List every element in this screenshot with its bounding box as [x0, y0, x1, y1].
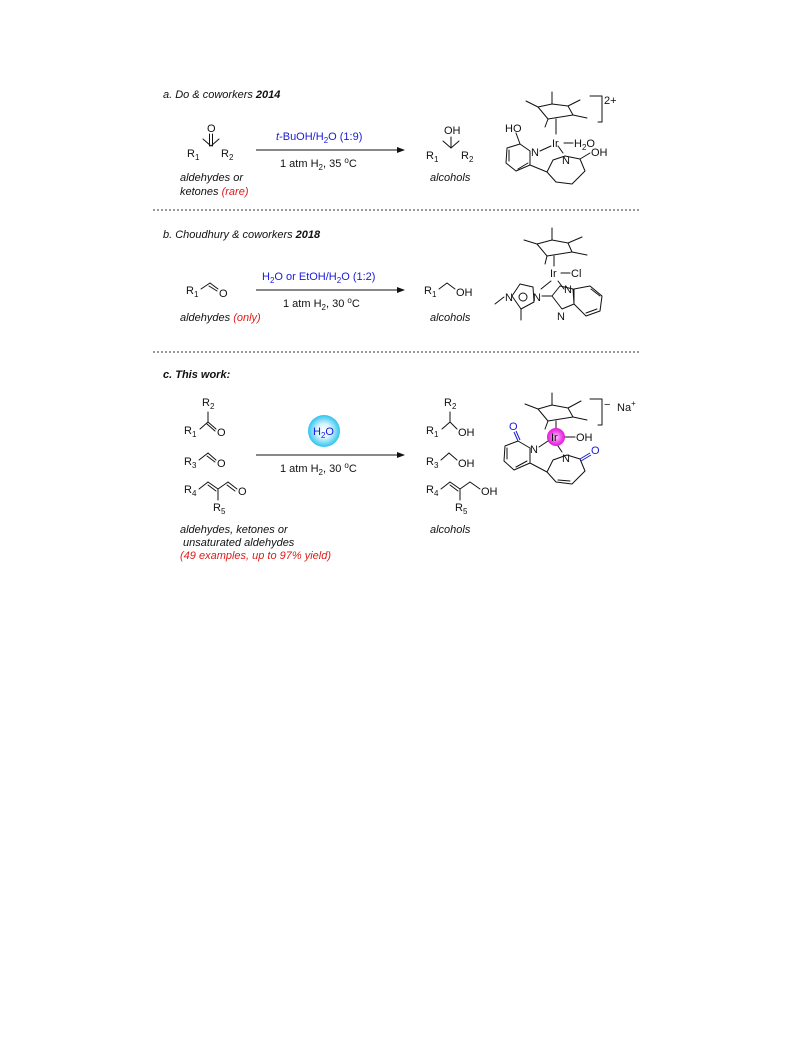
sub3-r4-label: $R_4$	[184, 484, 197, 498]
panel-b-catalyst	[495, 228, 602, 323]
panel-c-catalyst	[504, 393, 636, 484]
chloride-label: Cl	[571, 268, 582, 280]
solvent-label: $H_2O$ or EtOH/$H_2O$ (1:2)	[262, 271, 376, 285]
sub2-r3-label: $R_3$	[184, 456, 197, 470]
panel-b-arrow	[256, 271, 404, 312]
caption-line1: aldehydes, ketones or	[180, 524, 288, 536]
r2-label: $R_2$	[221, 148, 234, 162]
product-oh-label: OH	[444, 125, 461, 137]
carbonyl-o-left: O	[509, 421, 518, 433]
conditions-label: 1 atm $H_2$, 30 $^o$C	[280, 461, 357, 477]
aldehyde-o-label: O	[219, 288, 228, 300]
hydroxy-label-right: OH	[591, 147, 608, 159]
panel-c	[163, 369, 636, 562]
sub1-r2-label: $R_2$	[202, 397, 215, 411]
prod1-r2-label: $R_2$	[444, 397, 457, 411]
prod3-r5-label: $R_5$	[455, 502, 468, 516]
substrate-caption: aldehydes (only)	[180, 312, 261, 324]
conditions-label: 1 atm $H_2$, 35 $^o$C	[280, 156, 357, 172]
panel-a-product	[426, 125, 474, 184]
imidazole-n-left: N	[505, 292, 513, 304]
conditions-label: 1 atm $H_2$, 30 $^o$C	[283, 296, 360, 312]
carbonyl-o-label: O	[207, 123, 216, 135]
sub3-r5-label: $R_5$	[213, 502, 226, 516]
panel-b-title: b. Choudhury & coworkers 2018	[163, 229, 321, 241]
panel-a-catalyst	[505, 92, 617, 184]
substrate-caption-line1: aldehydes or	[180, 172, 243, 184]
panel-b-substrate	[180, 283, 261, 324]
pyridine-n-right: N	[562, 155, 570, 167]
sub1-o-label: O	[217, 427, 226, 439]
product-caption: alcohols	[430, 524, 471, 536]
panel-c-title: c. This work:	[163, 369, 231, 381]
benzimidazole-n-bottom: N	[557, 311, 565, 323]
solvent-label: $t-BuOH/H_2O$ (1:9)	[276, 131, 363, 145]
imidazole-n-right: N	[533, 292, 541, 304]
panel-c-products	[426, 397, 498, 536]
product-r1-label: $R_1$	[426, 150, 439, 164]
hydroxide-label: OH	[576, 432, 593, 444]
product-r1-label: $R_1$	[424, 285, 437, 299]
sub1-r1-label: $R_1$	[184, 425, 197, 439]
pyridonate-n-right: N	[562, 453, 570, 465]
iridium-label: Ir	[550, 268, 557, 280]
carbonyl-o-right: O	[591, 445, 600, 457]
aromatic-ring-circle	[519, 293, 527, 301]
panel-c-substrates	[180, 397, 331, 562]
prod3-oh-label: OH	[481, 486, 498, 498]
iridium-label: Ir	[551, 432, 558, 444]
catalyst-charge: −	[604, 399, 611, 411]
panel-a	[163, 89, 617, 198]
product-oh-label: OH	[456, 287, 473, 299]
prod2-oh-label: OH	[458, 458, 475, 470]
panel-a-arrow	[256, 131, 404, 172]
prod1-oh-label: OH	[458, 427, 475, 439]
panel-a-substrate	[180, 123, 249, 198]
iridium-label: Ir	[552, 138, 559, 150]
caption-line2: unsaturated aldehydes	[183, 537, 295, 549]
benzimidazole-n-top: N	[564, 284, 572, 296]
prod1-r1-label: $R_1$	[426, 425, 439, 439]
catalyst-charge: 2+	[604, 95, 617, 107]
panel-b-product	[424, 283, 473, 324]
counterion-label: Na+	[617, 399, 636, 414]
panel-b	[163, 228, 602, 324]
aqua-ligand: $H_2O$	[574, 138, 595, 152]
caption-line3: (49 examples, up to 97% yield)	[180, 550, 332, 562]
sub3-o-label: O	[238, 486, 247, 498]
pyridonate-n-left: N	[530, 444, 538, 456]
prod3-r4-label: $R_4$	[426, 484, 439, 498]
water-label: $H_2O$	[313, 426, 334, 440]
sub2-o-label: O	[217, 458, 226, 470]
panel-a-title: a. Do & coworkers 2014	[163, 89, 281, 101]
product-caption: alcohols	[430, 172, 471, 184]
panel-c-arrow	[256, 415, 404, 477]
r1-label: $R_1$	[186, 285, 199, 299]
pyridine-n-left: N	[531, 147, 539, 159]
substrate-caption-line2: ketones (rare)	[180, 186, 249, 198]
product-r2-label: $R_2$	[461, 150, 474, 164]
prod2-r3-label: $R_3$	[426, 456, 439, 470]
hydroxy-label-left: HO	[505, 123, 522, 135]
r1-label: $R_1$	[187, 148, 200, 162]
product-caption: alcohols	[430, 312, 471, 324]
